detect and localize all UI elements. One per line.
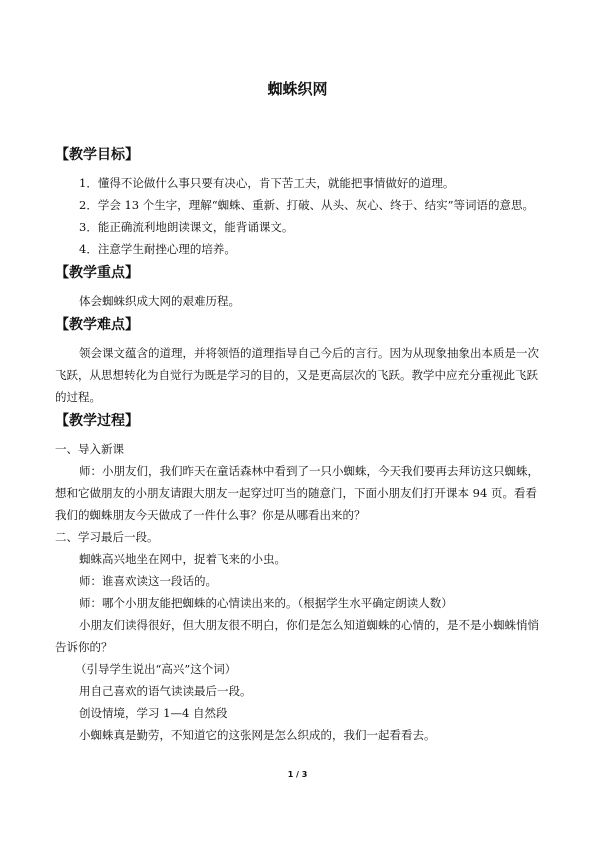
section-heading-difficulties: 【教学难点】 (55, 317, 139, 333)
process-paragraph: 师：谁喜欢读这一段话的。 (79, 574, 217, 588)
process-paragraph: 蜘蛛高兴地坐在网中，捉着飞来的小虫。 (79, 552, 286, 566)
key-point-1: 体会蜘蛛织成大网的艰难历程。 (79, 294, 240, 308)
process-paragraph: 师：哪个小朋友能把蜘蛛的心情读出来的。（根据学生水平确定朗读人数） (79, 596, 453, 610)
process-paragraph: 小蜘蛛真是勤劳，不知道它的这张网是怎么织成的，我们一起看看去。 (79, 728, 436, 742)
process-paragraph: 创设情境，学习 1—4 自然段 (79, 706, 228, 720)
objective-2: 2．学会 13 个生字，理解“蜘蛛、重新、打破、从头、灰心、终于、结实”等词语的意思。 (79, 198, 535, 212)
process-paragraph: 用自己喜欢的语气读读最后一段。 (79, 684, 252, 698)
document-body (55, 142, 542, 746)
objective-1: 1．懂得不论做什么事只要有决心，肯下苦工夫，就能把事情做好的道理。 (79, 176, 455, 190)
difficulty-1: 领会课文蕴含的道理，并将领悟的道理指导自己今后的言行。因为从现象抽象出本质是一次飞跃，从思想转化为自觉行为既是学习的目的，又是更高层次的飞跃。教学中应充分重视此飞跃的过程。 (55, 346, 539, 404)
process-paragraph: 小朋友们读得很好，但大朋友很不明白，你们是怎么知道蜘蛛的心情的，是不是小蜘蛛悄悄告诉你的？ (55, 618, 539, 654)
process-step-2-heading: 二、学习最后一段。 (55, 530, 159, 544)
section-heading-objectives: 【教学目标】 (55, 147, 139, 163)
page-number: 1 / 3 (287, 770, 308, 779)
document-title: 蜘蛛织网 (267, 80, 328, 98)
section-heading-key-points: 【教学重点】 (55, 265, 139, 281)
process-step-1-heading: 一、导入新课 (55, 442, 124, 456)
objective-4: 4．注意学生耐挫心理的培养。 (79, 242, 236, 256)
objective-3: 3．能正确流利地朗读课文，能背诵课文。 (79, 220, 294, 234)
process-paragraph: 师：小朋友们，我们昨天在童话森林中看到了一只小蜘蛛，今天我们要再去拜访这只蜘蛛，想和它做朋友的小朋友请跟大朋友一起穿过叮当的随意门，下面小朋友们打开课本 94 页。看看我们的蜘蛛朋友今天做成了一件什么事？你是从哪看出来的？ (55, 464, 539, 522)
process-paragraph: （引导学生说出“高兴”这个词） (75, 662, 237, 676)
section-heading-process: 【教学过程】 (55, 413, 139, 429)
